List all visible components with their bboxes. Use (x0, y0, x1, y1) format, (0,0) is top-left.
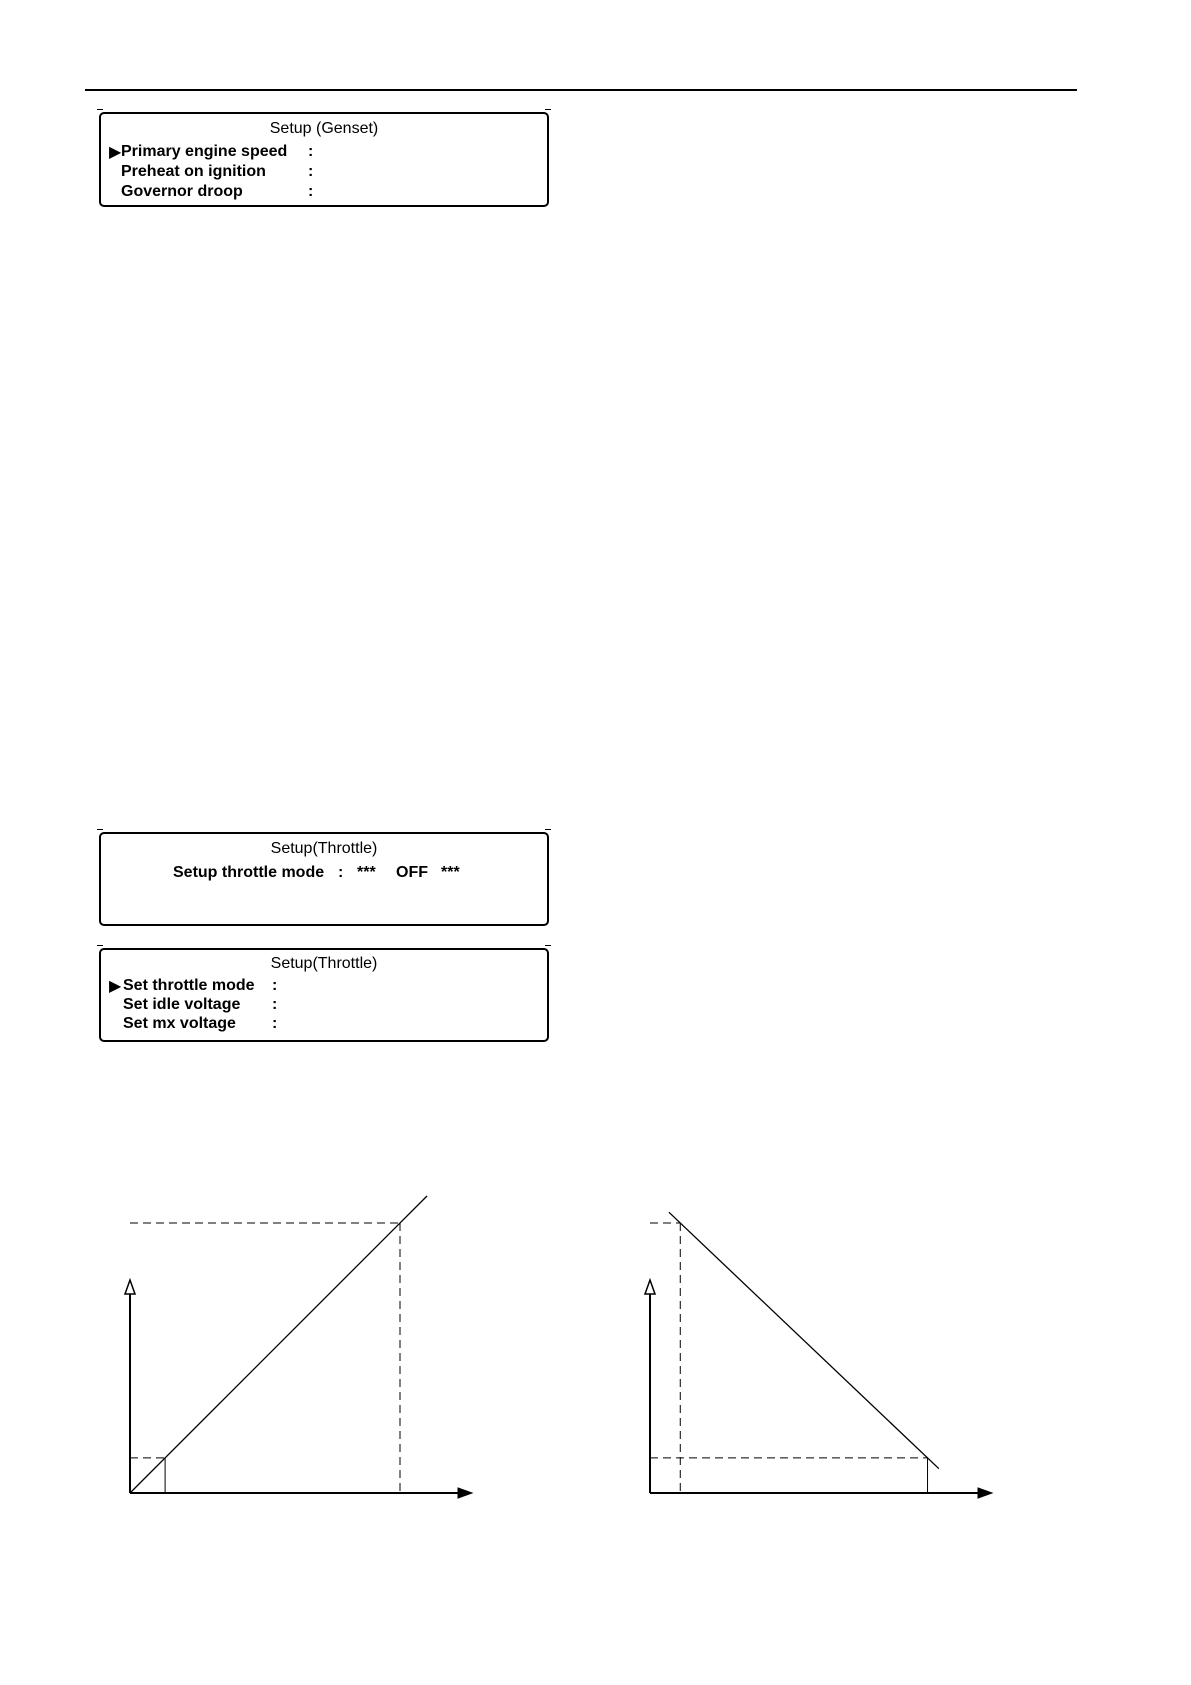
menu-item-set-idle-voltage[interactable]: Set idle voltage (123, 996, 241, 1013)
lcd-title: Setup (Genset) (269, 120, 379, 137)
throttle-graph-decreasing (635, 1280, 1005, 1505)
top-rule (85, 89, 1077, 91)
throttle-mode-value[interactable]: OFF (396, 864, 428, 881)
menu-item-separator: : (308, 143, 314, 160)
series-line (130, 1196, 427, 1493)
selection-cursor-icon: ▶ (109, 144, 122, 161)
menu-item-governor-droop[interactable]: Governor droop (121, 183, 243, 200)
throttle-mode-separator: : (338, 864, 344, 881)
menu-item-set-mx-voltage[interactable]: Set mx voltage (123, 1015, 236, 1032)
menu-item-set-throttle-mode[interactable]: Set throttle mode (123, 977, 255, 994)
menu-item-separator: : (272, 1015, 278, 1032)
y-axis-arrow-icon (125, 1280, 135, 1294)
menu-item-separator: : (308, 163, 314, 180)
menu-item-separator: : (272, 977, 278, 994)
y-axis-arrow-icon (645, 1280, 655, 1294)
menu-item-separator: : (272, 996, 278, 1013)
throttle-graph-increasing (115, 1280, 485, 1505)
lcd-setup-throttle-mode (99, 832, 549, 926)
x-axis-arrow-icon (458, 1488, 472, 1498)
throttle-mode-stars-right: *** (441, 864, 460, 881)
lcd-title: Setup(Throttle) (270, 840, 378, 857)
lcd-setup-throttle-menu (99, 948, 549, 1042)
x-axis-arrow-icon (978, 1488, 992, 1498)
lcd-title: Setup(Throttle) (270, 955, 378, 972)
lcd-setup-genset (99, 112, 549, 207)
series-line (669, 1212, 939, 1469)
throttle-mode-stars-left: *** (357, 864, 376, 881)
throttle-mode-label: Setup throttle mode (173, 864, 325, 881)
menu-item-primary-engine-speed[interactable]: Primary engine speed (121, 143, 288, 160)
menu-item-preheat-on-ignition[interactable]: Preheat on ignition (121, 163, 266, 180)
selection-cursor-icon: ▶ (109, 978, 122, 995)
menu-item-separator: : (308, 183, 314, 200)
